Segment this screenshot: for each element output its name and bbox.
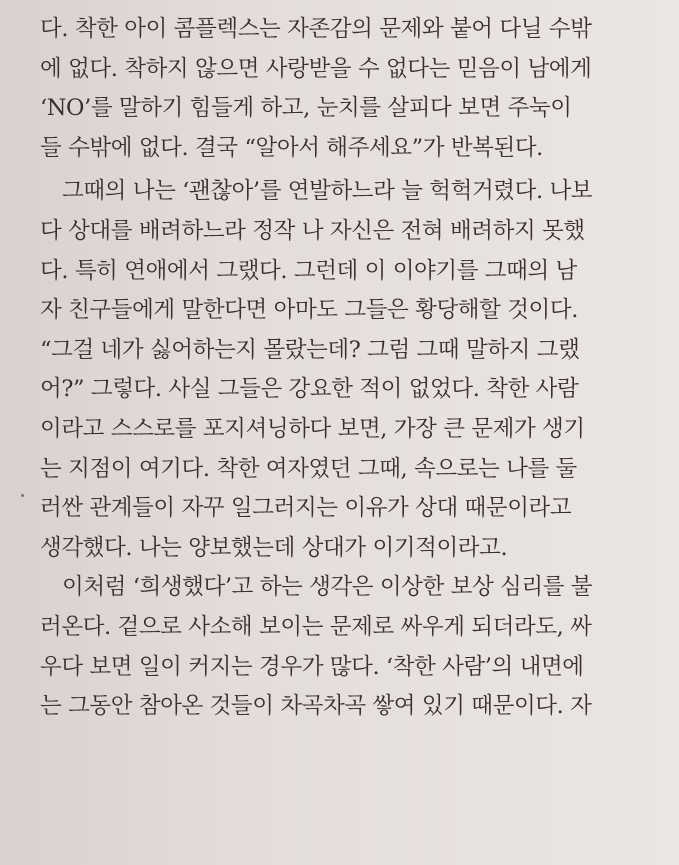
text-line: “그걸 네가 싫어하는지 몰랐는데? 그럼 그때 말하지 그랬 bbox=[40, 336, 580, 363]
paragraph-3 bbox=[40, 568, 671, 726]
text-line: 는 그동안 참아온 것들이 차곡차곡 쌓여 있기 때문이다. 자 bbox=[40, 693, 592, 720]
text-line: 러싼 관계들이 자꾸 일그러지는 이유가 상대 때문이라고 bbox=[40, 495, 572, 522]
text-line: 자 친구들에게 말한다면 아마도 그들은 황당해할 것이다. bbox=[40, 297, 578, 324]
text-line: 우다 보면 일이 커지는 경우가 많다. ‘착한 사람’의 내면에 bbox=[40, 653, 584, 680]
text-line: ‘NO’를 말하기 힘들게 하고, 눈치를 살피다 보면 주눅이 bbox=[40, 95, 572, 122]
paragraph-1 bbox=[40, 10, 671, 168]
text-line: 이라고 스스로를 포지셔닝하다 보면, 가장 큰 문제가 생기 bbox=[40, 415, 585, 442]
text-line: 생각했다. 나는 양보했는데 상대가 이기적이라고. bbox=[40, 534, 508, 561]
text-line: 어?” 그렇다. 사실 그들은 강요한 적이 없었다. 착한 사람 bbox=[40, 376, 579, 403]
paper-speck bbox=[21, 494, 24, 497]
text-line: 다. 특히 연애에서 그랬다. 그런데 이 이야기를 그때의 남 bbox=[40, 257, 577, 284]
text-line: 다. 착한 아이 콤플렉스는 자존감의 문제와 붙어 다닐 수밖 bbox=[40, 16, 592, 42]
paragraph-2 bbox=[40, 172, 671, 568]
text-line: 들 수밖에 없다. 결국 “알아서 해주세요”가 반복된다. bbox=[40, 134, 543, 161]
text-line: 이처럼 ‘희생했다’고 하는 생각은 이상한 보상 심리를 불 bbox=[62, 574, 593, 601]
text-line: 러온다. 겉으로 사소해 보이는 문제로 싸우게 되더라도, 싸 bbox=[40, 613, 592, 640]
text-line: 다 상대를 배려하느라 정작 나 자신은 전혀 배려하지 못했 bbox=[40, 217, 585, 244]
text-line: 는 지점이 여기다. 착한 여자였던 그때, 속으로는 나를 둘 bbox=[40, 455, 577, 482]
text-line: 그때의 나는 ‘괜찮아’를 연발하느라 늘 헉헉거렸다. 나보 bbox=[62, 178, 593, 205]
text-line: 에 없다. 착하지 않으면 사랑받을 수 없다는 믿음이 남에게 bbox=[40, 55, 592, 82]
